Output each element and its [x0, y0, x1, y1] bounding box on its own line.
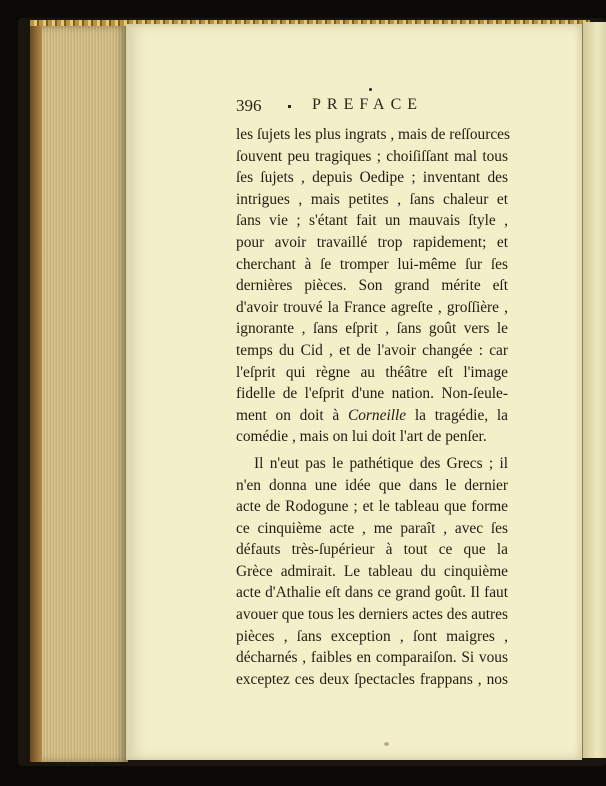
text-line: exceptez ces deux ſpectacles frappans , nos	[236, 670, 508, 688]
text-line: ſans vie ; s'étant fait un mauvais ſtyle ,	[236, 212, 508, 230]
text-line: fidelle de l'eſprit d'une nation. Non-ſeule-	[236, 385, 508, 403]
text-line: ſes ſujets , depuis Oedipe ; inventant des	[236, 169, 508, 187]
text-span: la tragédie, la	[406, 406, 508, 424]
page-edges	[30, 26, 128, 762]
page-header	[236, 96, 536, 122]
paragraph-2	[236, 453, 508, 691]
text-line: décharnés , faibles en comparaiſon. Si vous	[236, 649, 508, 667]
text-line: comédie , mais on lui doit l'art de penſer.	[236, 428, 487, 446]
text-line: ce cinquième acte , me paraît , avec ſes	[236, 519, 508, 537]
text-line: temps du Cid , et de l'avoir changée : car	[236, 341, 508, 359]
facing-page-edge	[582, 22, 606, 758]
paragraph-1	[236, 124, 508, 448]
text-line: dernières pièces. Son grand mérite eſt	[236, 277, 508, 295]
text-line: acte de Rodogune ; et le tableau que forme	[236, 498, 508, 516]
header-dot	[288, 105, 291, 108]
body-text	[236, 124, 508, 690]
text-line-with-italic	[236, 405, 508, 427]
text-line: pour avoir travaillé trop rapidement; et	[236, 233, 508, 251]
text-line: avouer que tous les derniers actes des autres	[236, 606, 508, 624]
text-line: Il n'eut pas le pathétique des Grecs ; il	[254, 454, 508, 472]
running-head: PREFACE	[312, 96, 424, 113]
text-line: défauts très-ſupérieur à tout ce que la	[236, 541, 508, 559]
ink-mark	[369, 88, 372, 91]
text-line: l'eſprit qui règne au théâtre eſt l'image	[236, 363, 508, 381]
text-line: Grèce admirait. Le tableau du cinquième	[236, 562, 508, 580]
text-line: pièces , ſans exception , ſont maigres ,	[236, 627, 508, 645]
text-line: cherchant à ſe tromper lui-même ſur ſes	[236, 255, 508, 273]
text-line: ignorante , ſans eſprit , ſans goût vers le	[236, 320, 508, 338]
text-line: intrigues , mais petites , ſans chaleur et	[236, 190, 508, 208]
text-line: acte d'Athalie eſt dans ce grand goût. Il faut	[236, 584, 508, 602]
text-line: n'en donna une idée que dans le dernier	[236, 476, 508, 494]
italic-name: Corneille	[347, 406, 407, 424]
text-line: ſouvent peu tragiques ; choiſiſſant mal tous	[236, 147, 508, 165]
paper-blemish	[384, 742, 389, 746]
text-line: d'avoir trouvé la France agreſte , groſſière ,	[236, 298, 508, 316]
page-number: 396	[236, 96, 262, 115]
text-span: ment on doit à	[236, 406, 348, 424]
text-line: les ſujets les plus ingrats , mais de reſſources	[236, 126, 510, 143]
